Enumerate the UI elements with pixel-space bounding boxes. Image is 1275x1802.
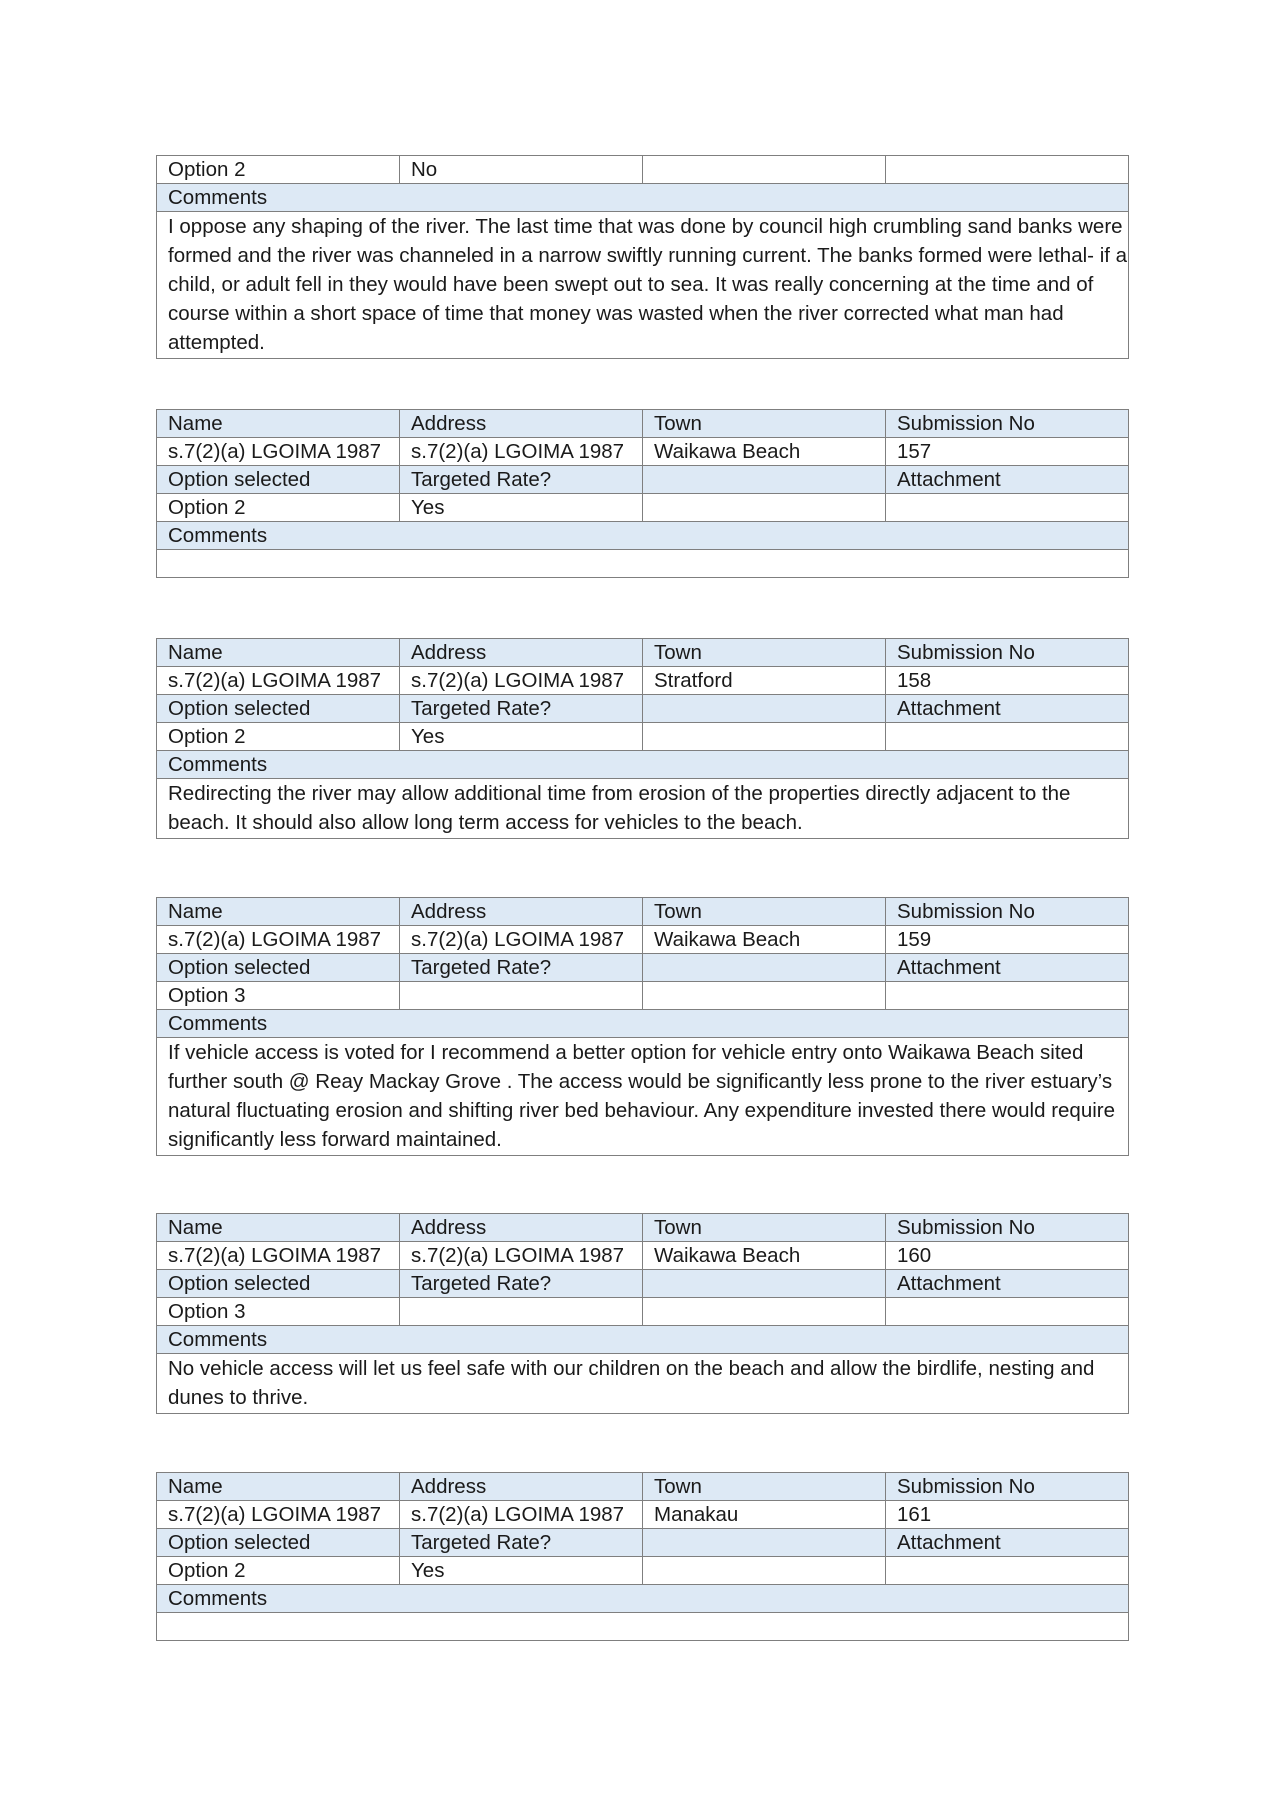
targeted-rate-label: Targeted Rate? <box>400 954 643 982</box>
option-selected-label: Option selected <box>157 954 400 982</box>
town-value: Waikawa Beach <box>643 438 886 466</box>
targeted-rate-value <box>400 982 643 1010</box>
comments-label: Comments <box>157 751 1129 779</box>
name-value: s.7(2)(a) LGOIMA 1987 <box>157 1242 400 1270</box>
attachment-label: Attachment <box>886 954 1129 982</box>
submission-no-value: 157 <box>886 438 1129 466</box>
comments-label: Comments <box>157 1585 1129 1613</box>
option-value: Option 2 <box>157 156 400 184</box>
name-label: Name <box>157 639 400 667</box>
address-label: Address <box>400 1473 643 1501</box>
town-label: Town <box>643 1473 886 1501</box>
name-value: s.7(2)(a) LGOIMA 1987 <box>157 926 400 954</box>
submission-no-label: Submission No <box>886 410 1129 438</box>
option-value: Option 2 <box>157 1557 400 1585</box>
town-value: Waikawa Beach <box>643 926 886 954</box>
comments-label: Comments <box>157 1326 1129 1354</box>
empty-cell <box>643 494 886 522</box>
submission-table <box>156 897 1129 1156</box>
address-value: s.7(2)(a) LGOIMA 1987 <box>400 438 643 466</box>
name-label: Name <box>157 898 400 926</box>
comment-text: No vehicle access will let us feel safe with our children on the beach and allow the birdlife, nesting and dunes to thrive. <box>157 1354 1129 1414</box>
option-value: Option 3 <box>157 982 400 1010</box>
submission-no-label: Submission No <box>886 1214 1129 1242</box>
attachment-label: Attachment <box>886 1529 1129 1557</box>
address-value: s.7(2)(a) LGOIMA 1987 <box>400 667 643 695</box>
attachment-value <box>886 723 1129 751</box>
attachment-label: Attachment <box>886 695 1129 723</box>
comments-label: Comments <box>157 184 1129 212</box>
town-label: Town <box>643 639 886 667</box>
option-value: Option 3 <box>157 1298 400 1326</box>
option-value: Option 2 <box>157 723 400 751</box>
empty-cell <box>643 1529 886 1557</box>
submission-table <box>156 1213 1129 1414</box>
targeted-rate-label: Targeted Rate? <box>400 1270 643 1298</box>
address-label: Address <box>400 1214 643 1242</box>
targeted-rate-value: Yes <box>400 723 643 751</box>
attachment-value <box>886 982 1129 1010</box>
attachment-label: Attachment <box>886 466 1129 494</box>
town-value: Waikawa Beach <box>643 1242 886 1270</box>
submission-no-value: 158 <box>886 667 1129 695</box>
comments-label: Comments <box>157 1010 1129 1038</box>
empty-cell <box>643 1298 886 1326</box>
option-selected-label: Option selected <box>157 695 400 723</box>
address-value: s.7(2)(a) LGOIMA 1987 <box>400 926 643 954</box>
comment-text: I oppose any shaping of the river. The last time that was done by council high crumbling sand banks were formed and the river was channeled in a narrow swiftly running current. The banks formed were lethal- if a child, or adult fell in they would have been swept out to sea. It was really concerning at the time and of course within a short space of time that money was wasted when the river corrected what man had attempted. <box>157 212 1129 359</box>
targeted-rate-value <box>400 1298 643 1326</box>
comment-text <box>157 1613 1129 1641</box>
address-value: s.7(2)(a) LGOIMA 1987 <box>400 1242 643 1270</box>
name-value: s.7(2)(a) LGOIMA 1987 <box>157 1501 400 1529</box>
name-label: Name <box>157 1214 400 1242</box>
attachment-value <box>886 494 1129 522</box>
targeted-rate-label: Targeted Rate? <box>400 1529 643 1557</box>
empty-cell <box>643 466 886 494</box>
empty-cell <box>886 156 1129 184</box>
comment-text <box>157 550 1129 578</box>
name-label: Name <box>157 410 400 438</box>
town-label: Town <box>643 898 886 926</box>
submission-no-label: Submission No <box>886 898 1129 926</box>
attachment-label: Attachment <box>886 1270 1129 1298</box>
town-label: Town <box>643 410 886 438</box>
targeted-rate-value: No <box>400 156 643 184</box>
submission-no-label: Submission No <box>886 1473 1129 1501</box>
empty-cell <box>643 723 886 751</box>
submission-no-value: 161 <box>886 1501 1129 1529</box>
submission-no-value: 160 <box>886 1242 1129 1270</box>
empty-cell <box>643 982 886 1010</box>
submission-table <box>156 409 1129 578</box>
submission-no-label: Submission No <box>886 639 1129 667</box>
option-selected-label: Option selected <box>157 466 400 494</box>
name-value: s.7(2)(a) LGOIMA 1987 <box>157 438 400 466</box>
empty-cell <box>643 1270 886 1298</box>
option-selected-label: Option selected <box>157 1270 400 1298</box>
address-value: s.7(2)(a) LGOIMA 1987 <box>400 1501 643 1529</box>
option-value: Option 2 <box>157 494 400 522</box>
comment-text: Redirecting the river may allow additional time from erosion of the properties directly adjacent to the beach. It should also allow long term access for vehicles to the beach. <box>157 779 1129 839</box>
address-label: Address <box>400 898 643 926</box>
town-value: Manakau <box>643 1501 886 1529</box>
name-label: Name <box>157 1473 400 1501</box>
name-value: s.7(2)(a) LGOIMA 1987 <box>157 667 400 695</box>
comments-label: Comments <box>157 522 1129 550</box>
submission-no-value: 159 <box>886 926 1129 954</box>
targeted-rate-label: Targeted Rate? <box>400 466 643 494</box>
empty-cell <box>643 1557 886 1585</box>
empty-cell <box>643 954 886 982</box>
address-label: Address <box>400 639 643 667</box>
town-value: Stratford <box>643 667 886 695</box>
submission-table <box>156 1472 1129 1641</box>
comment-text: If vehicle access is voted for I recommend a better option for vehicle entry onto Waikawa Beach sited further south @ Reay Mackay Grove . The access would be significantly less prone to the river estuary’s natural fluctuating erosion and shifting river bed behaviour. Any expenditure invested there would require significantly less forward maintained. <box>157 1038 1129 1156</box>
attachment-value <box>886 1557 1129 1585</box>
targeted-rate-value: Yes <box>400 1557 643 1585</box>
submission-table <box>156 638 1129 839</box>
targeted-rate-value: Yes <box>400 494 643 522</box>
targeted-rate-label: Targeted Rate? <box>400 695 643 723</box>
submission-table-partial <box>156 155 1129 359</box>
address-label: Address <box>400 410 643 438</box>
town-label: Town <box>643 1214 886 1242</box>
empty-cell <box>643 695 886 723</box>
option-selected-label: Option selected <box>157 1529 400 1557</box>
attachment-value <box>886 1298 1129 1326</box>
empty-cell <box>643 156 886 184</box>
